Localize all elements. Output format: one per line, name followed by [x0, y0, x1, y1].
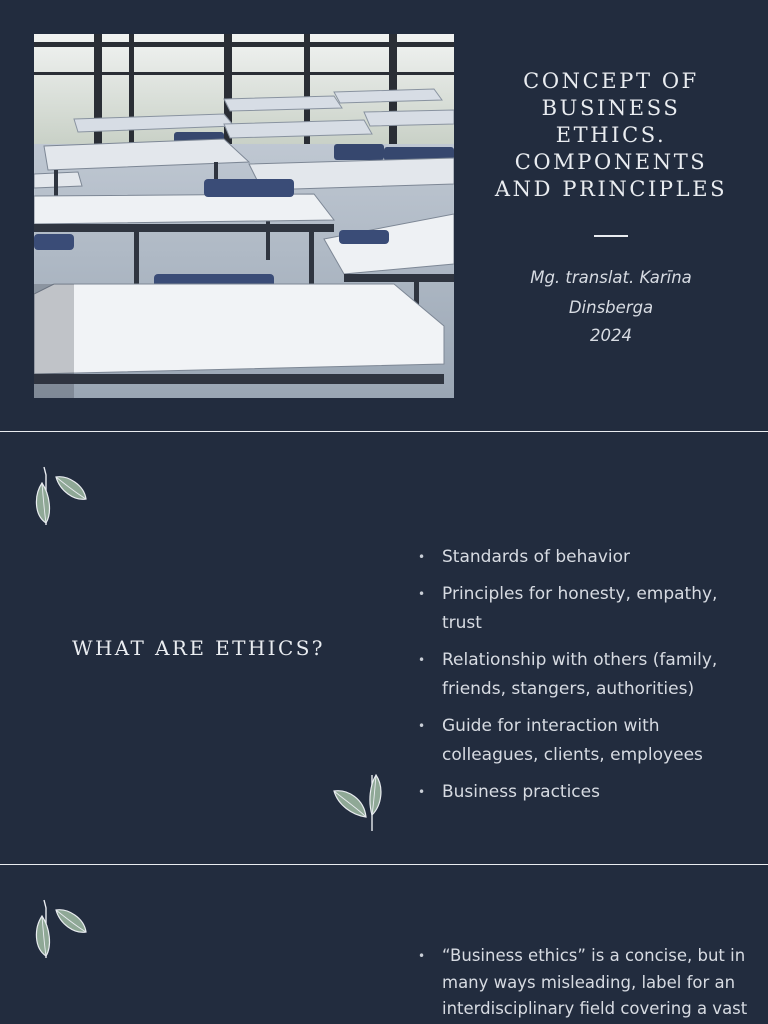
bullet-text: Standards of behavior	[442, 547, 631, 567]
author-line: Mg. translat. Karīna	[530, 268, 692, 287]
leaf-sprig-icon	[32, 465, 90, 527]
list-item	[418, 943, 748, 1023]
slide-divider	[0, 431, 768, 432]
title-line: CONCEPT OF	[523, 69, 699, 93]
bullet-text: Relationship with others (family, friends, stangers, authorities)	[442, 650, 718, 699]
title-line: ETHICS.	[555, 123, 667, 147]
title-line: AND PRINCIPLES	[494, 177, 728, 201]
bullet-text: Guide for interaction with colleagues, clients, employees	[442, 716, 703, 765]
title-line: COMPONENTS	[514, 150, 708, 174]
author-line: Dinsberga	[568, 298, 654, 317]
leaf-sprig-icon	[332, 771, 390, 833]
bullet-dot: •	[418, 719, 426, 733]
slide-divider	[0, 864, 768, 865]
bullet-dot: •	[418, 785, 426, 799]
list-item	[418, 543, 738, 572]
title-slide	[0, 0, 768, 431]
title-block	[470, 68, 752, 345]
presentation-year: 2024	[590, 326, 632, 345]
bullet-dot: •	[418, 653, 426, 667]
slide-heading: WHAT ARE ETHICS?	[72, 636, 325, 660]
definition-slide	[0, 866, 768, 1024]
title-line: BUSINESS	[541, 96, 681, 120]
classroom-desks-photo	[34, 34, 454, 398]
bullet-dot: •	[418, 587, 426, 601]
title-divider	[594, 235, 628, 237]
bullet-list	[418, 943, 748, 1023]
bullet-dot: •	[418, 550, 426, 564]
bullet-text: Business practices	[442, 782, 600, 802]
list-item	[418, 712, 738, 770]
bullet-dot: •	[418, 949, 426, 963]
bullet-text: “Business ethics” is a concise, but in many ways misleading, label for an interdisciplinary field covering a vast	[442, 946, 748, 1018]
bullet-list	[418, 543, 738, 815]
ethics-slide	[0, 433, 768, 864]
presentation-title	[470, 68, 752, 203]
bullet-text: Principles for honesty, empathy, trust	[442, 584, 718, 633]
list-item	[418, 580, 738, 638]
author-name	[470, 263, 752, 323]
list-item	[418, 778, 738, 807]
list-item	[418, 646, 738, 704]
leaf-sprig-icon	[32, 898, 90, 960]
